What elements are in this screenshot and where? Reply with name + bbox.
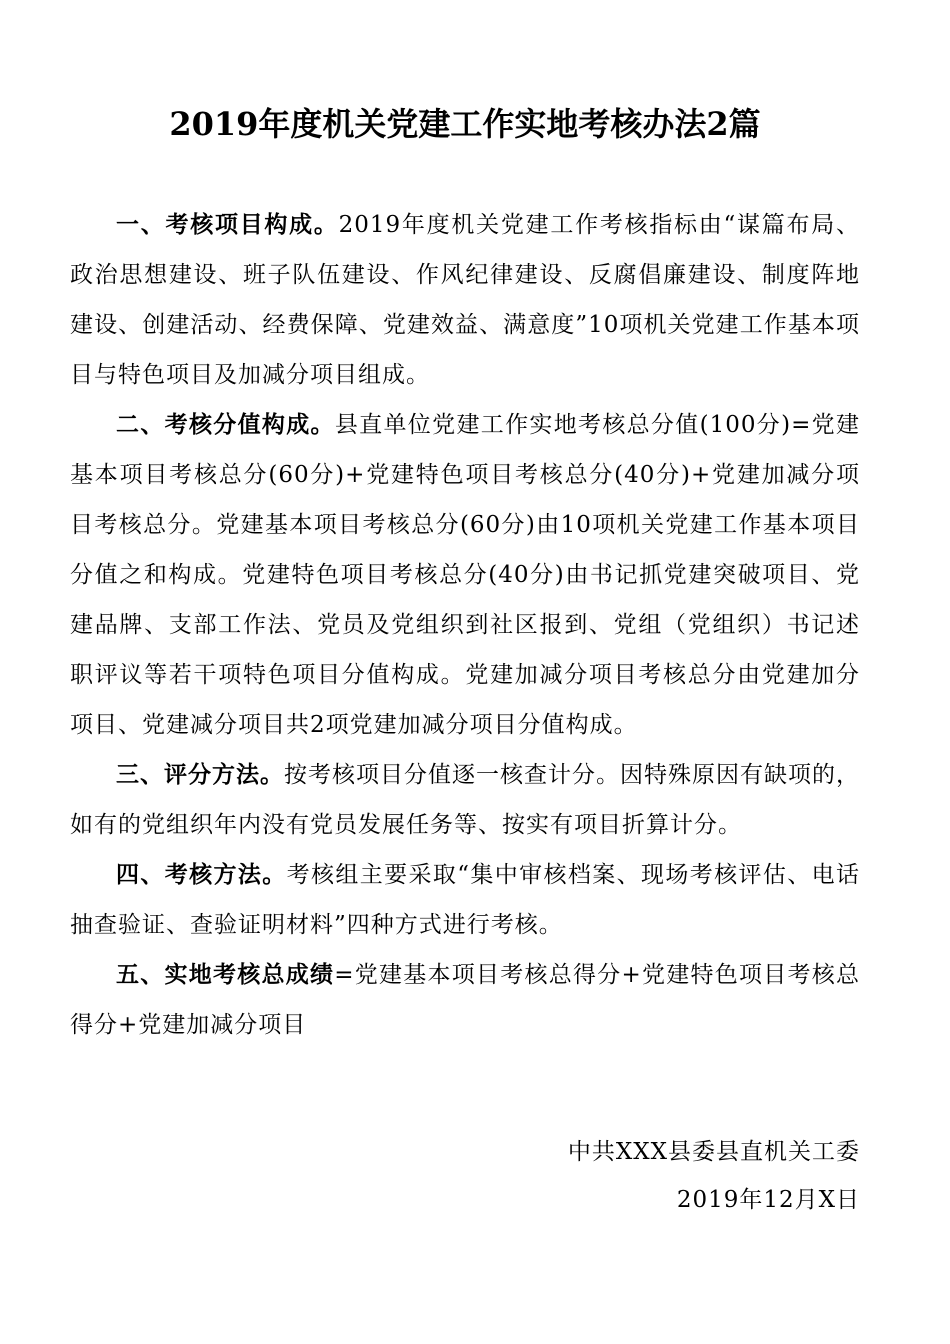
- signature-date: 2019年12月X日: [676, 1187, 860, 1213]
- section-5-text: =党建基本项目考核总得分+党建特色项目考核总得分+党建加减分项目: [70, 962, 861, 1038]
- signature-organization: 中共XXX县委县直机关工委: [567, 1139, 860, 1165]
- document-page: [70, 0, 860, 1344]
- section-2-heading: 二、考核分值构成。: [116, 412, 335, 438]
- section-3-heading: 三、评分方法。: [116, 762, 284, 788]
- section-3-paragraph: [70, 750, 860, 850]
- section-4-heading: 四、考核方法。: [116, 862, 287, 888]
- document-title: 2019年度机关党建工作实地考核办法2篇: [169, 105, 761, 143]
- section-2-paragraph: [70, 400, 860, 750]
- section-5-heading: 五、实地考核总成绩: [116, 962, 335, 988]
- section-1-paragraph: [70, 200, 860, 400]
- section-5-paragraph: [70, 950, 860, 1050]
- section-1-heading: 一、考核项目构成。: [116, 212, 339, 238]
- section-1-text: 2019年度机关党建工作考核指标由“谋篇布局、政治思想建设、班子队伍建设、作风纪律建设、反腐倡廉建设、制度阵地建设、创建活动、经费保障、党建效益、满意度”10项机关党建工作基本项目与特色项目及加减分项目组成。: [70, 212, 860, 388]
- section-2-text: 县直单位党建工作实地考核总分值(100分)=党建基本项目考核总分(60分)+党建特色项目考核总分(40分)+党建加减分项目考核总分。党建基本项目考核总分(60分)由10项机关党建工作基本项目分值之和构成。党建特色项目考核总分(40分)由书记抓党建突破项目、党建品牌、支部工作法、党员及党组织到社区报到、党组（党组织）书记述职评议等若干项特色项目分值构成。党建加减分项目考核总分由党建加分项目、党建减分项目共2项党建加减分项目分值构成。: [70, 412, 860, 738]
- document-body: [70, 200, 860, 1050]
- section-3-text: 按考核项目分值逐一核查计分。因特殊原因有缺项的，如有的党组织年内没有党员发展任务等、按实有项目折算计分。: [70, 762, 860, 838]
- section-4-text: 考核组主要采取“集中审核档案、现场考核评估、电话抽查验证、查验证明材料”四种方式进行考核。: [70, 862, 860, 938]
- section-4-paragraph: [70, 850, 860, 950]
